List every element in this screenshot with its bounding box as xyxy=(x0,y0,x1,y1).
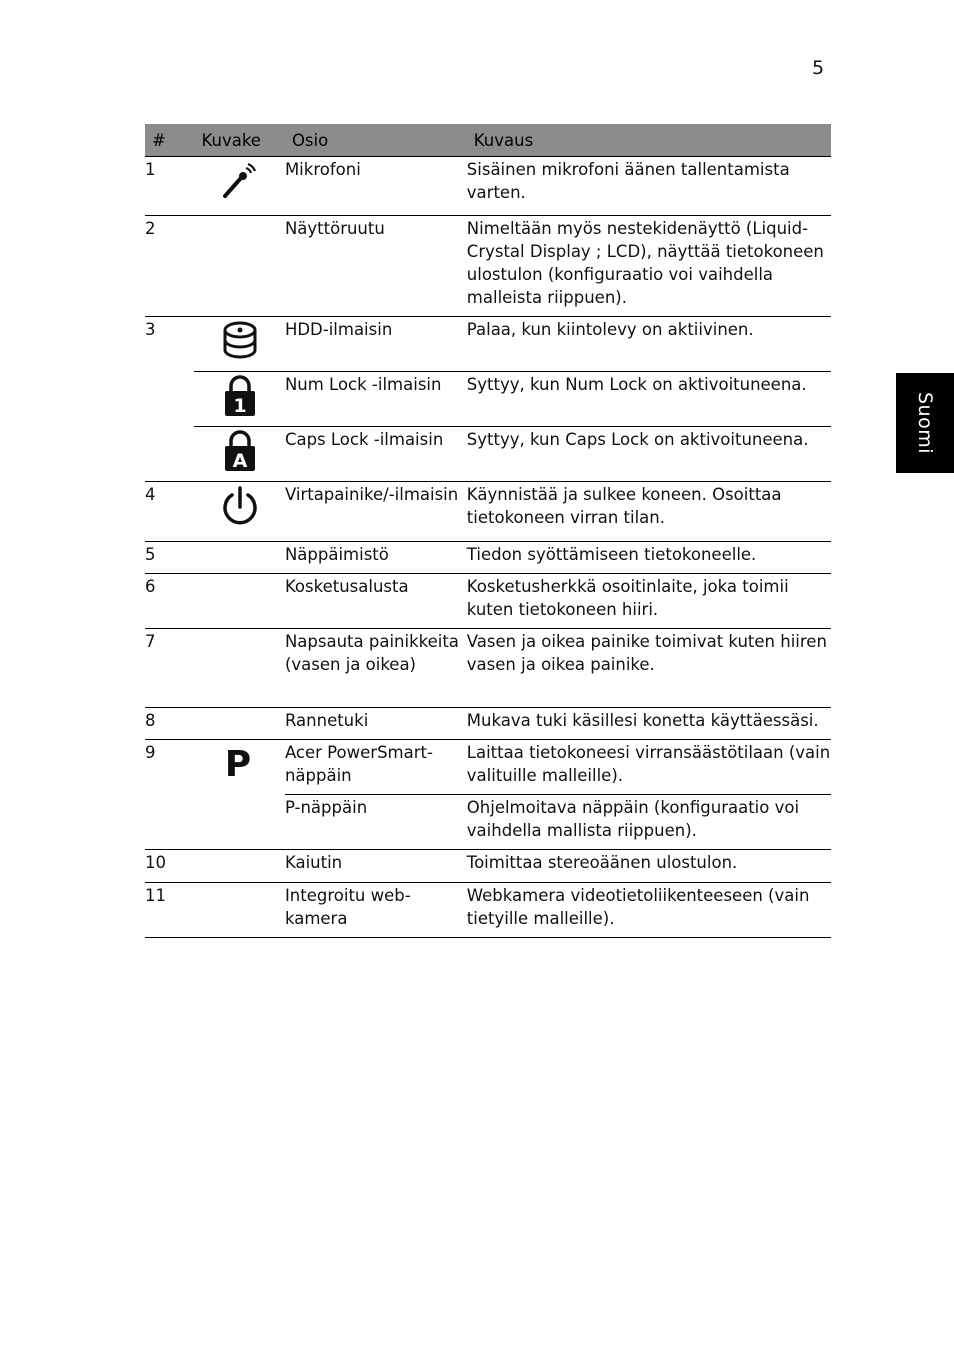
row-icon-cell xyxy=(194,574,284,629)
row-osio: Näyttöruutu xyxy=(285,216,467,317)
table-row xyxy=(145,216,831,317)
row-num xyxy=(145,427,194,482)
row-num: 2 xyxy=(145,216,194,317)
caps-lock-icon xyxy=(222,430,258,472)
row-kuvaus: Sisäinen mikrofoni äänen tallentamista varten. xyxy=(467,157,831,216)
row-icon-cell xyxy=(194,482,284,542)
row-icon-cell xyxy=(194,317,284,372)
row-kuvaus: Palaa, kun kiintolevy on aktiivinen. xyxy=(467,317,831,372)
row-icon-cell xyxy=(194,850,284,883)
language-label: Suomi xyxy=(914,391,936,455)
num-lock-glyph: 1 xyxy=(233,395,247,417)
row-num: 3 xyxy=(145,320,156,339)
row-icon-cell xyxy=(194,427,284,482)
row-num: 1 xyxy=(145,157,194,216)
row-osio: P-näppäin xyxy=(285,795,467,850)
header-osio: Osio xyxy=(285,124,467,157)
table-row xyxy=(145,708,831,740)
row-kuvaus: Toimittaa stereoäänen ulostulon. xyxy=(467,850,831,883)
caps-lock-glyph: A xyxy=(232,450,248,472)
row-osio: Kosketusalusta xyxy=(285,574,467,629)
row-kuvaus: Syttyy, kun Caps Lock on aktivoituneena. xyxy=(467,427,831,482)
table-row xyxy=(145,157,831,216)
row-kuvaus: Käynnistää ja sulkee koneen. Osoittaa tietokoneen virran tilan. xyxy=(467,482,831,542)
row-icon-cell xyxy=(194,795,284,850)
row-num xyxy=(145,795,194,850)
row-icon-cell xyxy=(194,629,284,708)
row-num: 4 xyxy=(145,482,194,542)
components-table xyxy=(145,124,831,938)
table-row xyxy=(145,372,831,427)
p-key-glyph: P xyxy=(224,744,251,782)
row-kuvaus: Tiedon syöttämiseen tietokoneelle. xyxy=(467,542,831,574)
num-lock-icon xyxy=(222,375,258,417)
table-row xyxy=(145,740,831,795)
row-osio: Kaiutin xyxy=(285,850,467,883)
header-num: # xyxy=(145,124,194,157)
row-osio: Acer PowerSmart-näppäin xyxy=(285,740,467,795)
row-kuvaus: Laittaa tietokoneesi virransäästötilaan (vain valituille malleille). xyxy=(467,740,831,795)
p-key-icon xyxy=(220,742,260,782)
row-icon-cell xyxy=(194,157,284,216)
row-icon-cell xyxy=(194,372,284,427)
header-icon: Kuvake xyxy=(194,124,284,157)
row-kuvaus: Nimeltään myös nestekidenäyttö (Liquid-Crystal Display ; LCD), näyttää tietokoneen ulostulon (konfiguraatio voi vaihdella malleista riippuen). xyxy=(467,216,831,317)
table-row xyxy=(145,542,831,574)
row-num: 10 xyxy=(145,850,194,883)
row-osio: HDD-ilmaisin xyxy=(285,317,467,372)
page-number: 5 xyxy=(812,57,825,79)
table-row xyxy=(145,482,831,542)
microphone-icon xyxy=(219,160,261,200)
power-icon xyxy=(220,485,260,529)
row-osio: Näppäimistö xyxy=(285,542,467,574)
table-header-row xyxy=(145,124,831,157)
row-icon-cell xyxy=(194,708,284,740)
row-kuvaus: Ohjelmoitava näppäin (konfiguraatio voi vaihdella mallista riippuen). xyxy=(467,795,831,850)
row-num: 8 xyxy=(145,708,194,740)
table-row xyxy=(145,574,831,629)
row-kuvaus: Webkamera videotietoliikenteeseen (vain tietyille malleille). xyxy=(467,883,831,938)
row-kuvaus: Vasen ja oikea painike toimivat kuten hiiren vasen ja oikea painike. xyxy=(467,629,831,708)
row-osio: Num Lock -ilmaisin xyxy=(285,372,467,427)
header-kuvaus: Kuvaus xyxy=(467,124,831,157)
row-num: 7 xyxy=(145,629,194,708)
row-num: 5 xyxy=(145,542,194,574)
row-num: 9 xyxy=(145,743,156,762)
table-row xyxy=(145,795,831,850)
row-num: 11 xyxy=(145,883,194,938)
row-icon-cell xyxy=(194,883,284,938)
row-osio: Virtapainike/-ilmaisin xyxy=(285,482,467,542)
table-row xyxy=(145,883,831,938)
row-osio: Mikrofoni xyxy=(285,157,467,216)
table-row xyxy=(145,317,831,372)
row-icon-cell xyxy=(194,542,284,574)
row-icon-cell xyxy=(194,740,284,795)
row-kuvaus: Syttyy, kun Num Lock on aktivoituneena. xyxy=(467,372,831,427)
row-num xyxy=(145,372,194,427)
row-osio: Napsauta painikkeita (vasen ja oikea) xyxy=(285,629,467,708)
table-row xyxy=(145,850,831,883)
row-kuvaus: Kosketusherkkä osoitinlaite, joka toimii kuten tietokoneen hiiri. xyxy=(467,574,831,629)
table-row xyxy=(145,427,831,482)
language-side-tab xyxy=(896,373,954,473)
table-row xyxy=(145,629,831,708)
row-icon-cell xyxy=(194,216,284,317)
row-kuvaus: Mukava tuki käsillesi konetta käyttäessäsi. xyxy=(467,708,831,740)
hdd-icon xyxy=(220,320,260,362)
row-num: 6 xyxy=(145,574,194,629)
row-osio: Caps Lock -ilmaisin xyxy=(285,427,467,482)
row-osio: Integroitu web-kamera xyxy=(285,883,467,938)
row-osio: Rannetuki xyxy=(285,708,467,740)
